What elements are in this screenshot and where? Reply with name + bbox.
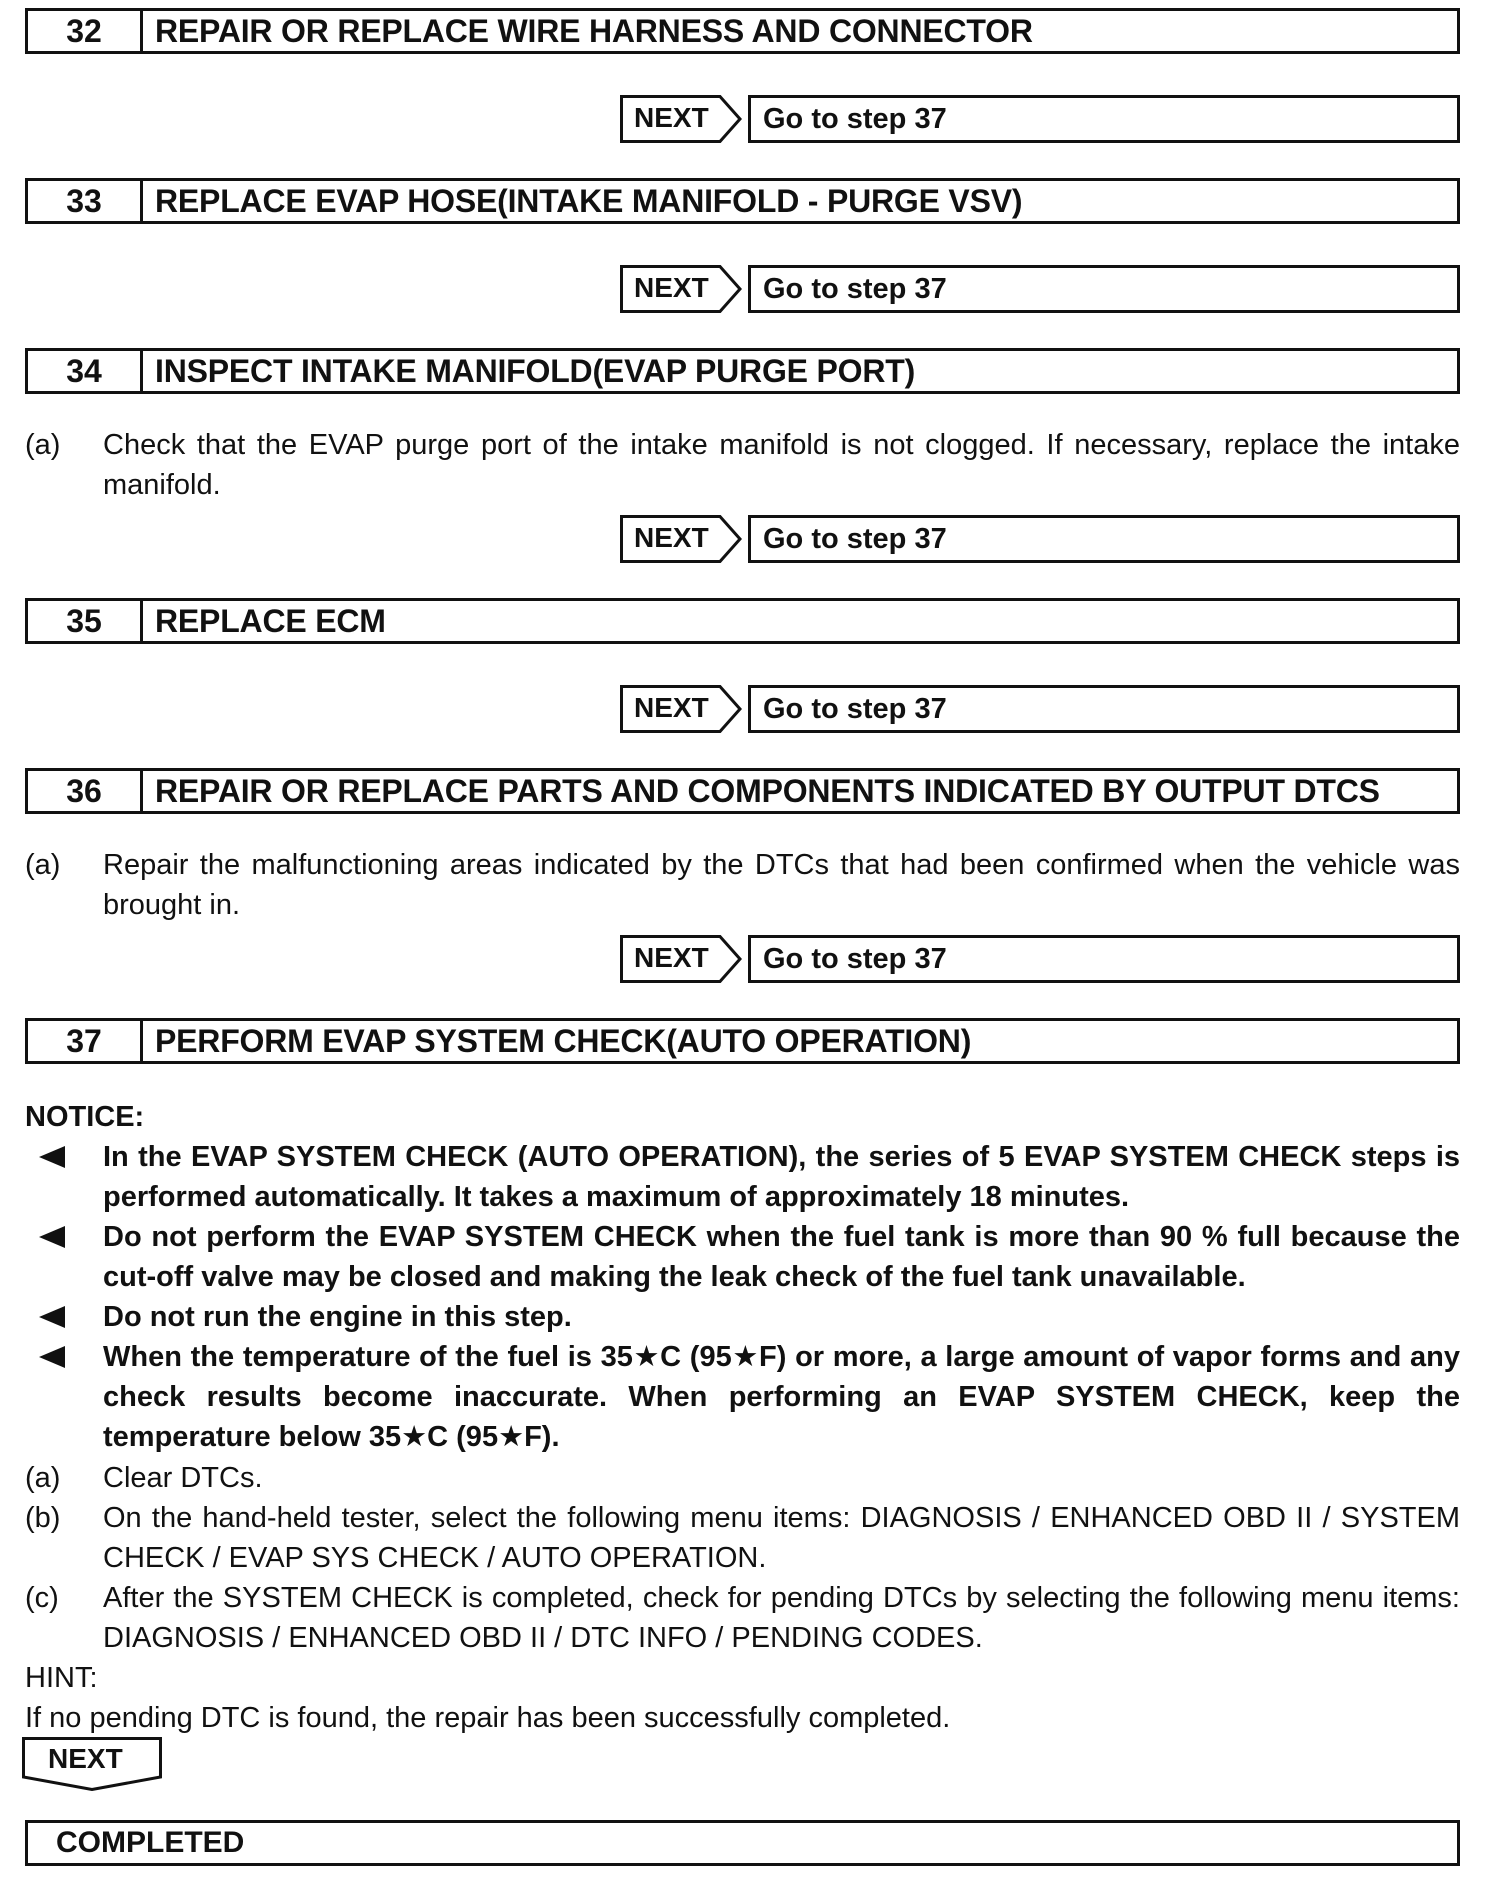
next-label: NEXT xyxy=(634,102,709,133)
item-label: (c) xyxy=(25,1582,59,1614)
step-33-header xyxy=(25,178,1460,224)
step-35-next-row xyxy=(620,685,1460,733)
item-text: Repair the malfunctioning areas indicated by the DTCs that had been confirmed when the vehicle was brought in. xyxy=(103,849,1460,921)
goto-step-box[interactable]: Go to step 37 xyxy=(748,265,1460,313)
step-number: 35 xyxy=(28,601,143,641)
step-34-instruction xyxy=(25,425,1460,505)
step-title: REPAIR OR REPLACE WIRE HARNESS AND CONNECTOR xyxy=(155,12,1033,49)
notice-item-text: Do not run the engine in this step. xyxy=(103,1301,572,1333)
notice-item-text: In the EVAP SYSTEM CHECK (AUTO OPERATION), the series of 5 EVAP SYSTEM CHECK steps is performed automatically. It takes a maximum of approximately 18 minutes. xyxy=(103,1141,1460,1213)
step-title: PERFORM EVAP SYSTEM CHECK(AUTO OPERATION) xyxy=(155,1022,972,1059)
item-label: (a) xyxy=(25,429,61,461)
step-36-instruction xyxy=(25,845,1460,925)
goto-step-box[interactable]: Go to step 37 xyxy=(748,685,1460,733)
left-triangle-icon xyxy=(39,1146,65,1168)
step-title: REPLACE EVAP HOSE(INTAKE MANIFOLD - PURGE VSV) xyxy=(155,182,1023,219)
left-triangle-icon xyxy=(39,1306,65,1328)
step-number: 33 xyxy=(28,181,143,221)
step-number: 37 xyxy=(28,1021,143,1061)
item-label: (a) xyxy=(25,849,61,881)
notice-item xyxy=(25,1297,1460,1337)
notice-item-text: When the temperature of the fuel is 35★C (95★F) or more, a large amount of vapor forms and any check results become inaccurate. When performing an EVAP SYSTEM CHECK, keep the temperature below 35★C (95★F). xyxy=(103,1341,1460,1453)
goto-step-box[interactable]: Go to step 37 xyxy=(748,95,1460,143)
left-triangle-icon xyxy=(39,1346,65,1368)
next-button[interactable] xyxy=(620,95,742,143)
next-label: NEXT xyxy=(634,272,709,303)
next-label: NEXT xyxy=(634,522,709,553)
step-34-header xyxy=(25,348,1460,394)
item-label: (b) xyxy=(25,1502,61,1534)
step-number: 34 xyxy=(28,351,143,391)
step-title: INSPECT INTAKE MANIFOLD(EVAP PURGE PORT) xyxy=(155,352,916,389)
step-34-next-row xyxy=(620,515,1460,563)
next-button[interactable] xyxy=(620,935,742,983)
step-32-header xyxy=(25,8,1460,54)
left-triangle-icon xyxy=(39,1226,65,1248)
item-text: Clear DTCs. xyxy=(103,1462,263,1494)
item-label: (a) xyxy=(25,1462,61,1494)
step-37-header xyxy=(25,1018,1460,1064)
next-button[interactable] xyxy=(620,515,742,563)
next-label: NEXT xyxy=(48,1743,123,1774)
item-text: On the hand-held tester, select the following menu items: DIAGNOSIS / ENHANCED OBD II / SYSTEM CHECK / EVAP SYS CHECK / AUTO OPERATION. xyxy=(103,1502,1460,1574)
hint-text: If no pending DTC is found, the repair has been successfully completed. xyxy=(25,1702,951,1734)
notice-item xyxy=(25,1217,1460,1297)
final-next-button[interactable] xyxy=(22,1737,162,1791)
next-button[interactable] xyxy=(620,685,742,733)
item-text: After the SYSTEM CHECK is completed, check for pending DTCs by selecting the following menu items: DIAGNOSIS / ENHANCED OBD II / DTC INFO / PENDING CODES. xyxy=(103,1582,1460,1654)
step-32-next-row xyxy=(620,95,1460,143)
step-number: 32 xyxy=(28,11,143,51)
goto-step-box[interactable]: Go to step 37 xyxy=(748,515,1460,563)
step-33-next-row xyxy=(620,265,1460,313)
next-label: NEXT xyxy=(634,942,709,973)
step-title: REPAIR OR REPLACE PARTS AND COMPONENTS INDICATED BY OUTPUT DTCS xyxy=(155,772,1380,809)
procedure-item xyxy=(25,1458,1460,1498)
hint-label: HINT: xyxy=(25,1662,98,1694)
procedure-item xyxy=(25,1498,1460,1578)
notice-heading: NOTICE: xyxy=(25,1101,145,1133)
notice-item-text: Do not perform the EVAP SYSTEM CHECK when the fuel tank is more than 90 % full because the cut-off valve may be closed and making the leak check of the fuel tank unavailable. xyxy=(103,1221,1460,1293)
item-text: Check that the EVAP purge port of the intake manifold is not clogged. If necessary, replace the intake manifold. xyxy=(103,429,1460,501)
next-label: NEXT xyxy=(634,692,709,723)
step-title: REPLACE ECM xyxy=(155,602,386,639)
step-36-next-row xyxy=(620,935,1460,983)
completed-box: COMPLETED xyxy=(25,1820,1460,1866)
next-button[interactable] xyxy=(620,265,742,313)
procedure-item xyxy=(25,1578,1460,1658)
notice-item xyxy=(25,1137,1460,1217)
goto-step-box[interactable]: Go to step 37 xyxy=(748,935,1460,983)
step-number: 36 xyxy=(28,771,143,811)
notice-item xyxy=(25,1337,1460,1457)
step-35-header xyxy=(25,598,1460,644)
step-36-header xyxy=(25,768,1460,814)
